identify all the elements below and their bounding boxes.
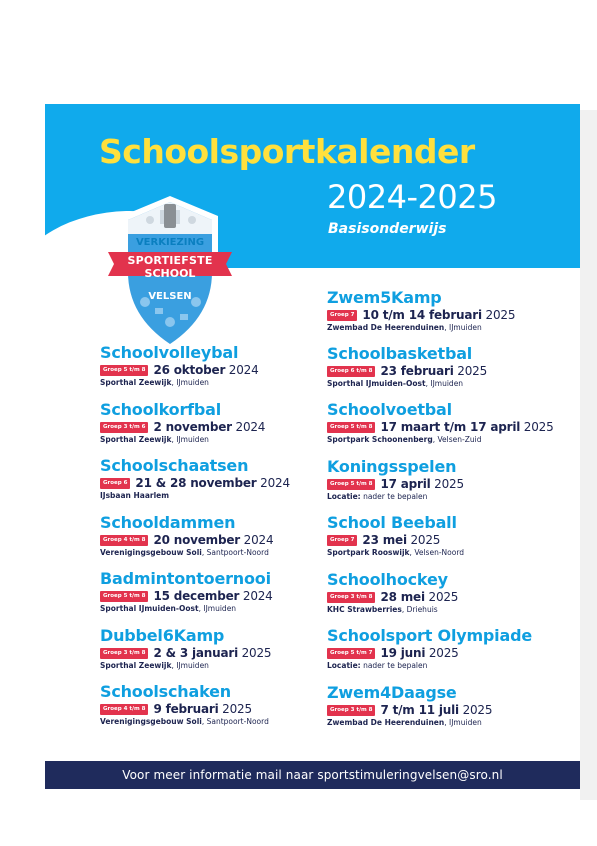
- event-schoolbasketbal: [327, 344, 580, 389]
- event-location: KHC Strawberries, Driehuis: [327, 605, 438, 614]
- event-name: Zwem5Kamp: [327, 288, 442, 307]
- event-name: Schooldammen: [100, 513, 236, 532]
- event-date: 23 mei 2025: [362, 533, 441, 547]
- calendar-poster: [45, 104, 580, 804]
- badge-line-verkiezing: VERKIEZING: [135, 237, 205, 248]
- event-date: 23 februari 2025: [380, 364, 488, 378]
- event-location: Sportpark Schoonenberg, Velsen-Zuid: [327, 435, 482, 444]
- event-name: Schoolbasketbal: [327, 344, 473, 363]
- event-zwem4daagse: [327, 683, 580, 728]
- event-date: 26 oktober 2024: [153, 363, 259, 377]
- event-date: 19 juni 2025: [380, 646, 459, 660]
- group-tag: Groep 7: [327, 310, 357, 321]
- event-location: Sporthal IJmuiden-Oost, IJmuiden: [100, 604, 237, 613]
- event-location: Sportpark Rooswijk, Velsen-Noord: [327, 548, 465, 557]
- poster-title: Schoolsportkalender: [99, 132, 475, 171]
- event-date: 2 november 2024: [153, 420, 266, 434]
- event-name: Schoolkorfbal: [100, 400, 222, 419]
- group-tag: Groep 4 t/m 8: [100, 535, 148, 546]
- poster-years: 2024-2025: [327, 178, 497, 216]
- event-koningsspelen: [327, 457, 580, 502]
- badge-line-sportiefste: SPORTIEFSTE: [127, 254, 213, 267]
- event-name: Schoolsport Olympiade: [327, 626, 532, 645]
- event-date: 17 maart t/m 17 april 2025: [380, 420, 554, 434]
- event-location: Sporthal Zeewijk, IJmuiden: [100, 661, 209, 670]
- event-schoolhockey: [327, 570, 580, 615]
- group-tag: Groep 6: [100, 478, 130, 489]
- event-name: Schoolvolleybal: [100, 343, 239, 362]
- group-tag: Groep 6 t/m 8: [327, 366, 375, 377]
- event-location: Zwembad De Heerenduinen, IJmuiden: [327, 718, 482, 727]
- group-tag: Groep 5 t/m 8: [100, 591, 148, 602]
- group-tag: Groep 7: [327, 535, 357, 546]
- sportiefste-school-badge: [100, 190, 240, 360]
- group-tag: Groep 5 t/m 8: [100, 365, 148, 376]
- event-schoolkorfbal: [100, 400, 360, 445]
- badge-line-school: SCHOOL: [144, 267, 196, 280]
- event-date: 7 t/m 11 juli 2025: [380, 703, 493, 717]
- group-tag: Groep 5 t/m 7: [327, 648, 375, 659]
- poster-subtitle: Basisonderwijs: [328, 221, 447, 237]
- event-date: 20 november 2024: [153, 533, 274, 547]
- group-tag: Groep 5 t/m 8: [327, 422, 375, 433]
- group-tag: Groep 3 t/m 6: [100, 422, 148, 433]
- group-tag: Groep 3 t/m 8: [100, 648, 148, 659]
- event-location: Sporthal IJmuiden-Oost, IJmuiden: [327, 379, 464, 388]
- group-tag: Groep 3 t/m 8: [327, 592, 375, 603]
- event-location: Locatie: nader te bepalen: [327, 661, 428, 670]
- event-schoolschaatsen: [100, 456, 360, 501]
- event-date: 17 april 2025: [380, 477, 464, 491]
- event-date: 2 & 3 januari 2025: [153, 646, 272, 660]
- event-date: 21 & 28 november 2024: [135, 476, 290, 490]
- group-tag: Groep 4 t/m 8: [100, 704, 148, 715]
- event-location: Sporthal Zeewijk, IJmuiden: [100, 435, 209, 444]
- event-name: School Beeball: [327, 513, 457, 532]
- event-name: Badmintontoernooi: [100, 569, 271, 588]
- event-schoolsport-olympiade: [327, 626, 580, 671]
- event-name: Zwem4Daagse: [327, 683, 457, 702]
- event-dubbel6kamp: [100, 626, 360, 671]
- event-schoolvolleybal: [100, 343, 360, 388]
- event-name: Schoolschaatsen: [100, 456, 249, 475]
- event-name: Dubbel6Kamp: [100, 626, 225, 645]
- footer-band: [45, 761, 580, 789]
- event-date: 15 december 2024: [153, 589, 273, 603]
- event-date: 28 mei 2025: [380, 590, 459, 604]
- event-schoolvoetbal: [327, 400, 580, 445]
- event-location: Locatie: nader te bepalen: [327, 492, 428, 501]
- event-date: 9 februari 2025: [153, 702, 252, 716]
- group-tag: Groep 3 t/m 8: [327, 705, 375, 716]
- badge-line-velsen: VELSEN: [148, 291, 192, 302]
- footer-contact-text: Voor meer informatie mail naar sportstimuleringvelsen@sro.nl: [122, 768, 503, 782]
- event-location: Verenigingsgebouw Soli, Santpoort-Noord: [100, 548, 269, 557]
- event-badmintontoernooi: [100, 569, 360, 614]
- group-tag: Groep 5 t/m 8: [327, 479, 375, 490]
- event-location: Verenigingsgebouw Soli, Santpoort-Noord: [100, 717, 269, 726]
- event-schooldammen: [100, 513, 360, 558]
- event-name: Koningsspelen: [327, 457, 457, 476]
- event-name: Schoolschaken: [100, 682, 231, 701]
- event-location: Zwembad De Heerenduinen, IJmuiden: [327, 323, 482, 332]
- event-name: Schoolhockey: [327, 570, 448, 589]
- event-schoolschaken: [100, 682, 360, 727]
- event-school-beeball: [327, 513, 580, 558]
- event-name: Schoolvoetbal: [327, 400, 452, 419]
- page-shadow: [580, 110, 597, 800]
- event-location: IJsbaan Haarlem: [100, 491, 170, 500]
- event-location: Sporthal Zeewijk, IJmuiden: [100, 378, 209, 387]
- event-date: 10 t/m 14 februari 2025: [362, 308, 516, 322]
- event-zwem5kamp: [327, 288, 580, 333]
